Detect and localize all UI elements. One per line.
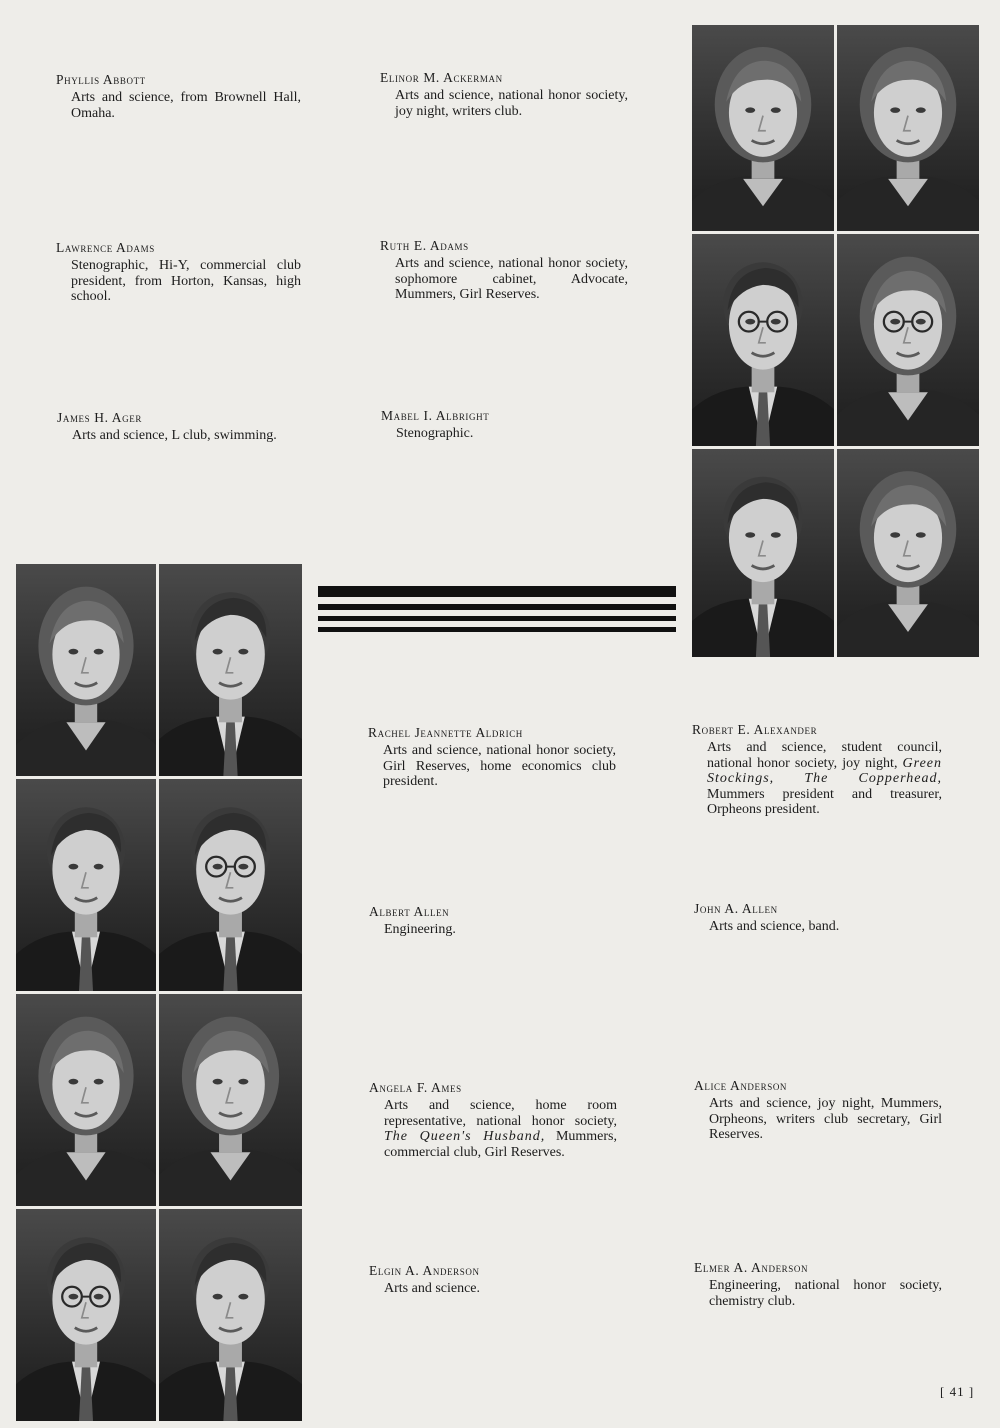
entry-name: Elgin A. Anderson [369, 1263, 480, 1278]
portrait-photo [159, 564, 302, 776]
entry-name: James H. Ager [57, 410, 142, 425]
entry-description: Arts and science, from Brownell Hall, Omaha. [71, 90, 301, 121]
entry-name: Angela F. Ames [369, 1080, 462, 1095]
portrait-man-glasses-icon [692, 234, 834, 446]
entry-name: Robert E. Alexander [692, 722, 818, 737]
entry-lawrence-adams [56, 239, 301, 305]
entry-name: Rachel Jeannette Aldrich [368, 725, 523, 740]
entry-description [384, 1098, 617, 1160]
portrait-photo [159, 779, 302, 991]
rule-bar [318, 586, 676, 597]
portrait-woman-icon [692, 25, 834, 231]
entry-elmer-anderson [694, 1259, 942, 1309]
portrait-photo [692, 25, 834, 231]
entry-robert-alexander [692, 721, 942, 818]
entry-mabel-albright [381, 407, 629, 442]
portrait-photo [837, 25, 979, 231]
portrait-photo [16, 779, 156, 991]
entry-name: Phyllis Abbott [56, 72, 146, 87]
entry-description: Arts and science, national honor society, sophomore cabinet, Advocate, Mummers, Girl Reserves. [395, 256, 628, 302]
portrait-photo [837, 449, 979, 657]
rule-bar [318, 604, 676, 610]
entry-description: Arts and science, national honor society, joy night, writers club. [395, 88, 628, 119]
portrait-woman-icon [16, 564, 156, 776]
entry-james-ager [57, 409, 302, 444]
portrait-man-glasses-icon [16, 1209, 156, 1421]
entry-ruth-adams [380, 237, 628, 303]
entry-description: Arts and science. [384, 1281, 481, 1296]
entry-name: Albert Allen [369, 904, 450, 919]
portrait-man-icon [16, 779, 156, 991]
entry-name: Elinor M. Ackerman [380, 70, 503, 85]
portrait-man-icon [159, 564, 302, 776]
entry-description: Engineering, national honor society, chemistry club. [709, 1278, 942, 1309]
entry-elinor-ackerman [380, 69, 628, 119]
entry-phyllis-abbott [56, 71, 301, 121]
entry-description: Engineering. [384, 922, 456, 937]
entry-name: Mabel I. Albright [381, 408, 490, 423]
desc-text: Arts and science, home room representative, national honor society, [384, 1098, 617, 1129]
entry-description: Stenographic. [396, 426, 474, 441]
portrait-photo [692, 449, 834, 657]
photo-grid-bottom [16, 564, 302, 1421]
entry-name: Alice Anderson [694, 1078, 788, 1093]
entry-name: Elmer A. Anderson [694, 1260, 809, 1275]
entry-name: John A. Allen [694, 901, 778, 916]
entry-name: Ruth E. Adams [380, 238, 469, 253]
entry-description [707, 740, 942, 818]
portrait-photo [837, 234, 979, 446]
portrait-woman-icon [159, 994, 302, 1206]
portrait-photo [159, 1209, 302, 1421]
decorative-rule [318, 586, 676, 636]
entry-angela-ames [369, 1079, 617, 1160]
play-titles: Green Stockings, The Copperhead, [707, 755, 942, 786]
play-title: The Queen's Husband, [384, 1129, 546, 1144]
desc-text: Arts and science, student council, national honor society, joy night, [707, 740, 942, 771]
desc-text: Mummers president and treasurer, Orpheons president. [707, 786, 942, 817]
page-number: [ 41 ] [940, 1384, 975, 1399]
entry-description: Stenographic, Hi-Y, commercial club president, from Horton, Kansas, high school. [71, 258, 301, 304]
portrait-photo [16, 994, 156, 1206]
photo-grid-top [692, 25, 979, 657]
portrait-woman-icon [837, 25, 979, 231]
entry-description: Arts and science, national honor society, Girl Reserves, home economics club president. [383, 743, 616, 789]
portrait-photo [16, 1209, 156, 1421]
entry-elgin-anderson [369, 1262, 617, 1297]
entry-john-allen [694, 900, 944, 935]
entry-name: Lawrence Adams [56, 240, 155, 255]
entry-alice-anderson [694, 1077, 942, 1143]
portrait-woman-glasses-icon [837, 234, 979, 446]
entry-rachel-aldrich [368, 724, 616, 790]
portrait-man-glasses-icon [159, 779, 302, 991]
portrait-photo [692, 234, 834, 446]
rule-bar [318, 627, 676, 632]
portrait-photo [16, 564, 156, 776]
desc-text: Mummers, commercial club, Girl Reserves. [384, 1129, 617, 1160]
entry-description: Arts and science, joy night, Mummers, Orpheons, writers club secretary, Girl Reserves. [709, 1096, 942, 1142]
entry-description: Arts and science, band. [709, 919, 840, 934]
portrait-photo [159, 994, 302, 1206]
portrait-man-icon [159, 1209, 302, 1421]
entry-albert-allen [369, 903, 617, 938]
portrait-man-icon [692, 449, 834, 657]
portrait-woman-icon [837, 449, 979, 657]
entry-description: Arts and science, L club, swimming. [72, 428, 277, 443]
portrait-woman-icon [16, 994, 156, 1206]
rule-bar [318, 616, 676, 621]
